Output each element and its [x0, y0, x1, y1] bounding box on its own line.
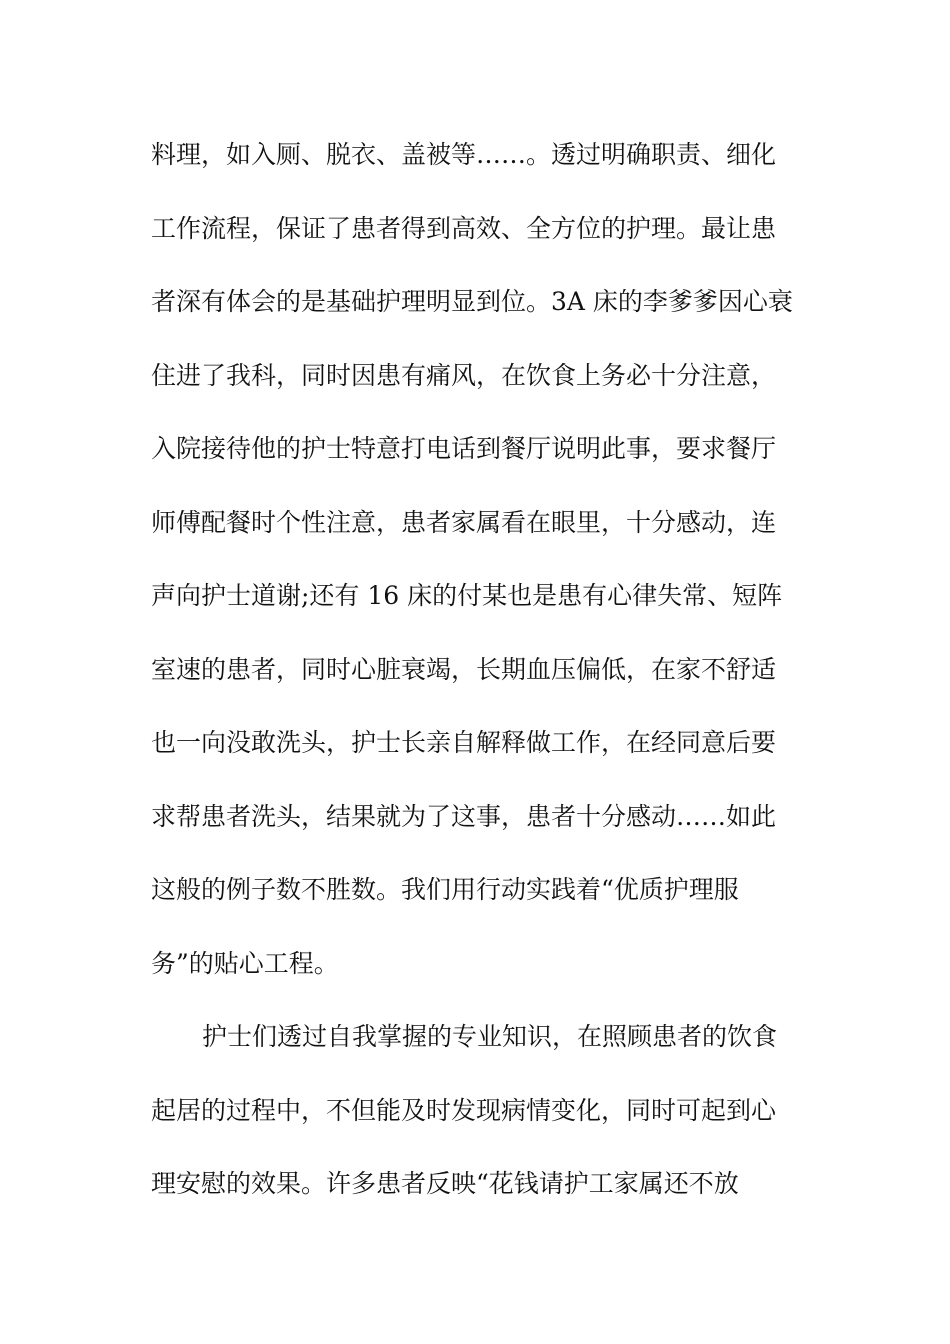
text-line: 入院接待他的护士特意打电话到餐厅说明此事，要求餐厅	[151, 434, 777, 463]
text-line: 务”的贴心工程。	[151, 948, 339, 978]
text-line: 工作流程，保证了患者得到高效、全方位的护理。最让患	[151, 213, 777, 243]
text-line: 也一向没敢洗头，护士长亲自解释做工作，在经同意后要	[151, 728, 777, 757]
text-line: 料理，如入厕、脱衣、盖被等……。透过明确职责、细化	[151, 140, 777, 169]
text-line: 求帮患者洗头，结果就为了这事，患者十分感动……如此	[151, 801, 777, 831]
text-line: 师傅配餐时个性注意，患者家属看在眼里，十分感动，连	[151, 507, 777, 537]
text-line: 者深有体会的是基础护理明显到位。3A 床的李爹爹因心衰	[151, 287, 793, 316]
text-line: 起居的过程中，不但能及时发现病情变化，同时可起到心	[151, 1095, 777, 1125]
text-line: 声向护士道谢;还有 16 床的付某也是患有心律失常、短阵	[151, 581, 783, 610]
text-line: 理安慰的效果。许多患者反映“花钱请护工家属还不放	[151, 1169, 739, 1198]
body-text	[151, 130, 801, 1233]
text-line: 室速的患者，同时心脏衰竭，长期血压偏低，在家不舒适	[151, 654, 777, 684]
text-line: 这般的例子数不胜数。我们用行动实践着“优质护理服	[151, 875, 739, 904]
text-line: 住进了我科，同时因患有痛风，在饮食上务必十分注意，	[151, 360, 777, 390]
paragraph-start-line: 护士们透过自我掌握的专业知识，在照顾患者的饮食	[202, 1022, 778, 1051]
